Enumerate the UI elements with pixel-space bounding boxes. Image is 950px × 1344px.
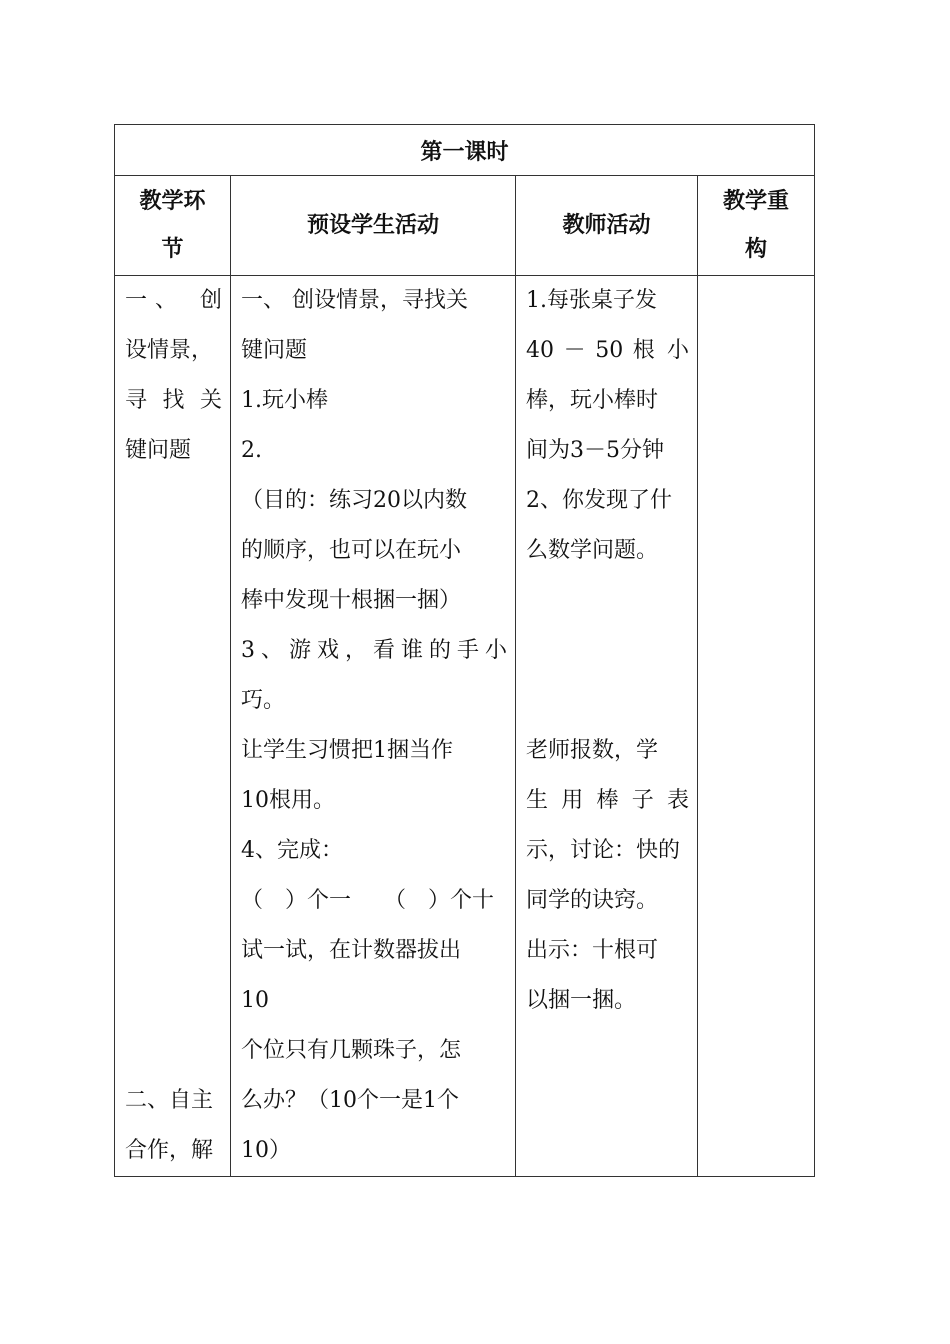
- header-teacher-activity: 教师活动: [516, 176, 698, 276]
- student-line: 1.玩小棒: [241, 388, 328, 413]
- student-line: 让学生习惯把1捆当作: [241, 738, 453, 763]
- table-title-row: [115, 125, 815, 176]
- student-line: 4、完成：: [241, 838, 343, 863]
- col-student-activity: [231, 276, 516, 1177]
- student-line: （目的：练习20以内数: [241, 488, 467, 513]
- teacher-line: 么数学问题。: [526, 538, 659, 563]
- col-teaching-reconstruction: [698, 276, 815, 1177]
- header-teaching-reconstruction: 教学重 构: [698, 176, 815, 276]
- student-line: 10: [241, 988, 269, 1013]
- student-line: 2.: [241, 438, 262, 463]
- student-line: 键问题: [241, 338, 308, 363]
- header-teaching-stage: 教学环 节: [115, 176, 231, 276]
- teacher-line: 以捆一捆。: [526, 988, 637, 1013]
- teacher-line: 间为3－5分钟: [526, 438, 664, 463]
- stage-line: 合作，解: [125, 1138, 214, 1163]
- teacher-line: 示，讨论：快的: [526, 838, 681, 863]
- stage-line: 键问题: [125, 438, 192, 463]
- student-line: （ ）个一 （ ）个十: [241, 888, 495, 913]
- lesson-title: 第一课时: [115, 125, 815, 176]
- student-line: 棒中发现十根捆一捆）: [241, 588, 462, 613]
- teacher-line: 生 用 棒 子 表: [526, 788, 689, 813]
- stage-line: 设情景，: [125, 338, 214, 363]
- student-line: 10根用。: [241, 788, 335, 813]
- header-student-activity: 预设学生活动: [231, 176, 516, 276]
- student-line: 巧。: [241, 688, 286, 713]
- student-line: 3、游戏，看谁的手小: [241, 638, 507, 663]
- col-teacher-activity: [516, 276, 698, 1177]
- teacher-line: 老师报数，学: [526, 738, 659, 763]
- stage-line: 二、自主: [125, 1088, 214, 1113]
- teacher-line: 出示：十根可: [526, 938, 659, 963]
- stage-line: 一、 创: [125, 288, 222, 313]
- teacher-line: 2、你发现了什: [526, 488, 672, 513]
- student-line: 个位只有几颗珠子，怎: [241, 1038, 462, 1063]
- student-line: 么办？（10个一是1个: [241, 1088, 459, 1113]
- student-line: 一、 创设情景，寻找关: [241, 288, 468, 313]
- table-header-row: [115, 176, 815, 276]
- teacher-line: 同学的诀窍。: [526, 888, 659, 913]
- teacher-line: 1.每张桌子发: [526, 288, 657, 313]
- student-line: 10）: [241, 1138, 291, 1163]
- teacher-line: 40 － 50 根 小: [526, 338, 689, 363]
- student-line: 的顺序，也可以在玩小: [241, 538, 462, 563]
- stage-line: 寻 找 关: [125, 388, 222, 413]
- lesson-plan-table: [114, 124, 815, 1177]
- table-body-row: [115, 276, 815, 1177]
- student-line: 试一试，在计数器拔出: [241, 938, 462, 963]
- teacher-line: 棒，玩小棒时: [526, 388, 659, 413]
- col-teaching-stage: [115, 276, 231, 1177]
